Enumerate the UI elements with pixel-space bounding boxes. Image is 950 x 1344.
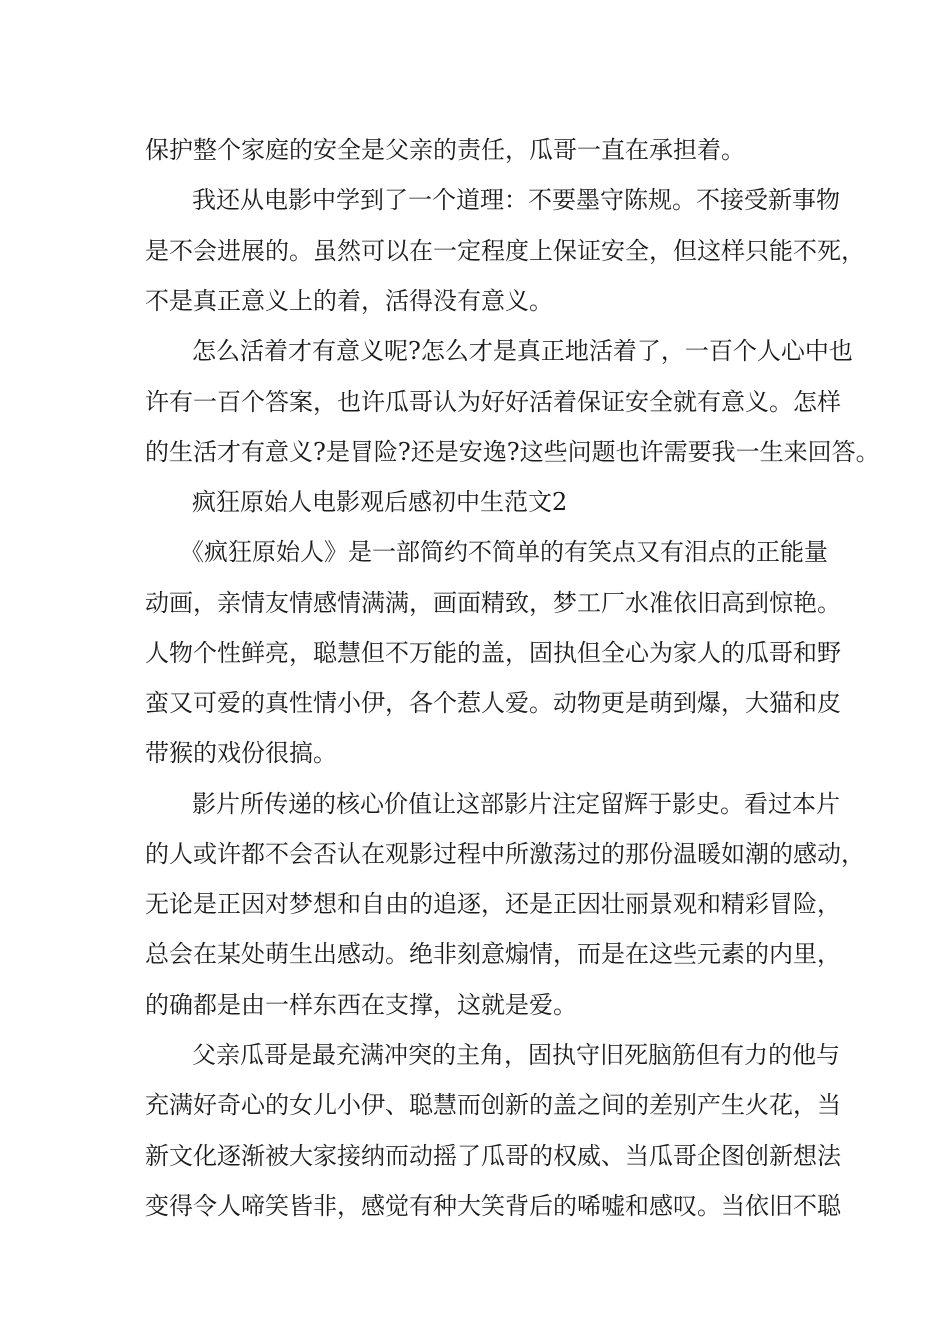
text-line: 新文化逐渐被大家接纳而动摇了瓜哥的权威、当瓜哥企图创新想法: [145, 1142, 841, 1170]
text-line: 变得令人啼笑皆非，感觉有种大笑背后的唏嘘和感叹。当依旧不聪: [145, 1192, 841, 1220]
text-line: 总会在某处萌生出感动。绝非刻意煽情，而是在这些元素的内里，: [145, 940, 841, 968]
text-line: 蛮又可爱的真性情小伊，各个惹人爱。动物更是萌到爆，大猫和皮: [145, 689, 841, 717]
paragraph-first-line: 《疯狂原始人》是一部简约不简单的有笑点又有泪点的正能量: [180, 538, 828, 566]
text-line: 无论是正因对梦想和自由的追逐，还是正因壮丽景观和精彩冒险，: [145, 890, 841, 918]
paragraph-first-line: 怎么活着才有意义呢?怎么才是真正地活着了，一百个人心中也: [192, 337, 853, 365]
text-line: 是不会进展的。虽然可以在一定程度上保证安全，但这样只能不死，: [145, 237, 865, 265]
text-line: 的确都是由一样东西在支撑，这就是爱。: [145, 991, 577, 1019]
text-line: 的人或许都不会否认在观影过程中所激荡过的那份温暖如潮的感动，: [145, 840, 865, 868]
text-line: 不是真正意义上的着，活得没有意义。: [145, 287, 553, 315]
paragraph-first-line: 我还从电影中学到了一个道理：不要墨守陈规。不接受新事物: [192, 186, 840, 214]
text-line: 人物个性鲜亮，聪慧但不万能的盖，固执但全心为家人的瓜哥和野: [145, 639, 841, 667]
text-line: 充满好奇心的女儿小伊、聪慧而创新的盖之间的差别产生火花，当: [145, 1091, 841, 1119]
text-line: 的生活才有意义?是冒险?还是安逸?这些问题也许需要我一生来回答。: [145, 438, 880, 466]
paragraph-first-line: 父亲瓜哥是最充满冲突的主角，固执守旧死脑筋但有力的他与: [192, 1041, 840, 1069]
text-line: 动画，亲情友情感情满满，画面精致，梦工厂水准依旧高到惊艳。: [145, 589, 841, 617]
paragraph-first-line: 影片所传递的核心价值让这部影片注定留辉于影史。看过本片: [192, 790, 840, 818]
text-line: 许有一百个答案，也许瓜哥认为好好活着保证安全就有意义。怎样: [145, 388, 841, 416]
text-line: 保护整个家庭的安全是父亲的责任，瓜哥一直在承担着。: [145, 136, 745, 164]
text-line: 带猴的戏份很搞。: [145, 739, 337, 767]
section-heading: 疯狂原始人电影观后感初中生范文2: [192, 488, 568, 516]
